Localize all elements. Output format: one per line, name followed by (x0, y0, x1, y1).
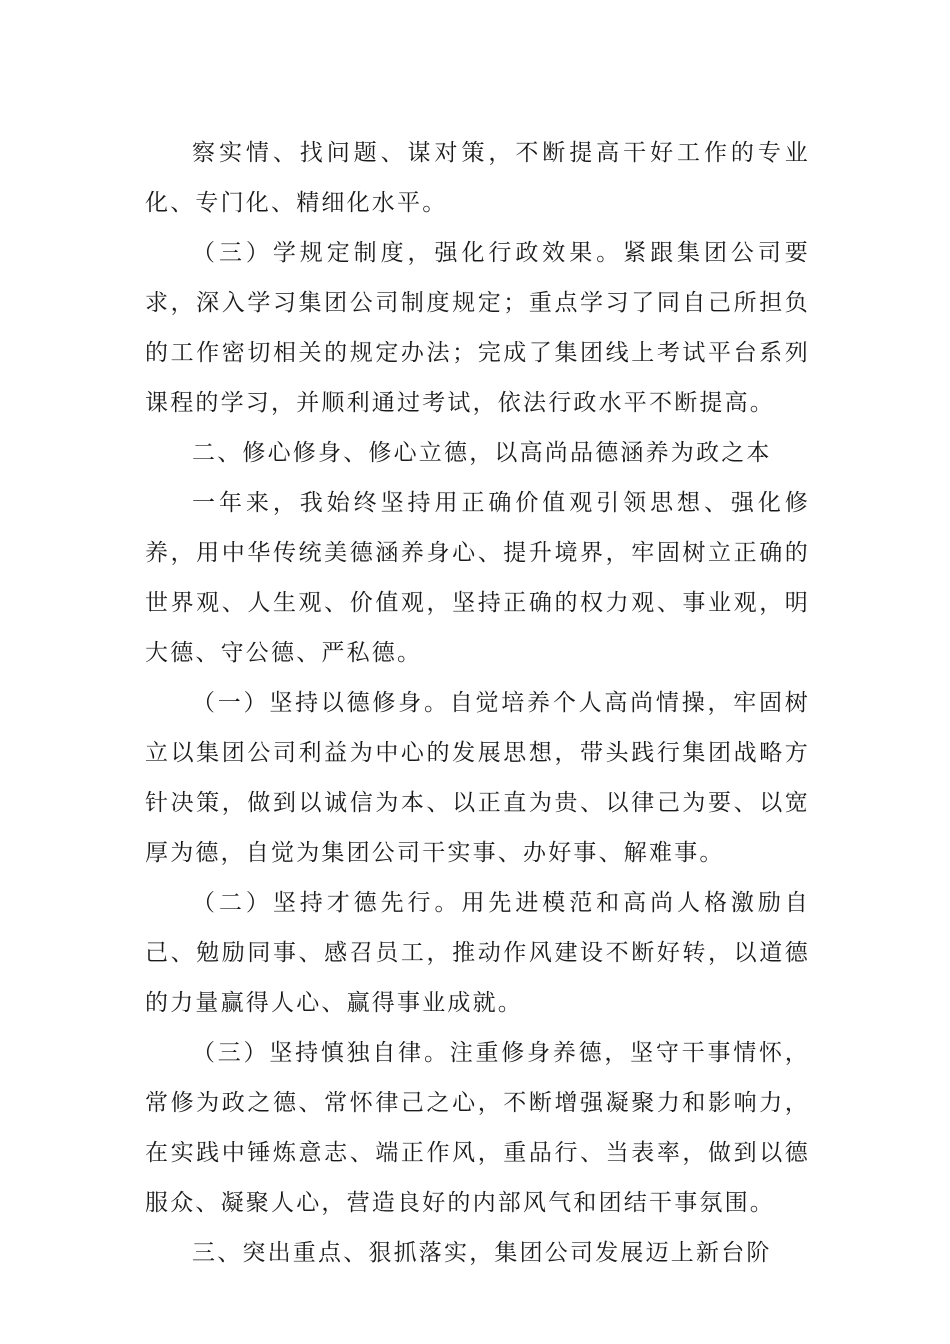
paragraph-p4: 一年来，我始终坚持用正确价值观引领思想、强化修养，用中华传统美德涵养身心、提升境界，牢固树立正确的世界观、人生观、价值观，坚持正确的权力观、事业观，明大德、守公德、严私德。 (145, 490, 810, 666)
section-heading-2: 二、修心修身、修心立德，以高尚品德涵养为政之本 (192, 440, 772, 466)
paragraph-p1: 察实情、找问题、谋对策，不断提高干好工作的专业化、专门化、精细化水平。 (145, 140, 810, 216)
paragraph-p2: （三）学规定制度，强化行政效果。紧跟集团公司要求，深入学习集团公司制度规定；重点学习了同自己所担负的工作密切相关的规定办法；完成了集团线上考试平台系列课程的学习，并顺利通过考试，依法行政水平不断提高。 (145, 240, 810, 416)
paragraph-p5: （一）坚持以德修身。自觉培养个人高尚情操，牢固树立以集团公司利益为中心的发展思想，带头践行集团战略方针决策，做到以诚信为本、以正直为贵、以律己为要、以宽厚为德，自觉为集团公司干实事、办好事、解难事。 (145, 690, 810, 866)
document-body (145, 128, 810, 1278)
paragraph-p7: （三）坚持慎独自律。注重修身养德，坚守干事情怀，常修为政之德、常怀律己之心，不断增强凝聚力和影响力，在实践中锤炼意志、端正作风，重品行、当表率，做到以德服众、凝聚人心，营造良好的内部风气和团结干事氛围。 (145, 1040, 810, 1216)
paragraph-p6: （二）坚持才德先行。用先进模范和高尚人格激励自己、勉励同事、感召员工，推动作风建设不断好转，以道德的力量赢得人心、赢得事业成就。 (145, 890, 810, 1016)
section-heading-3: 三、突出重点、狠抓落实，集团公司发展迈上新台阶 (192, 1240, 772, 1266)
